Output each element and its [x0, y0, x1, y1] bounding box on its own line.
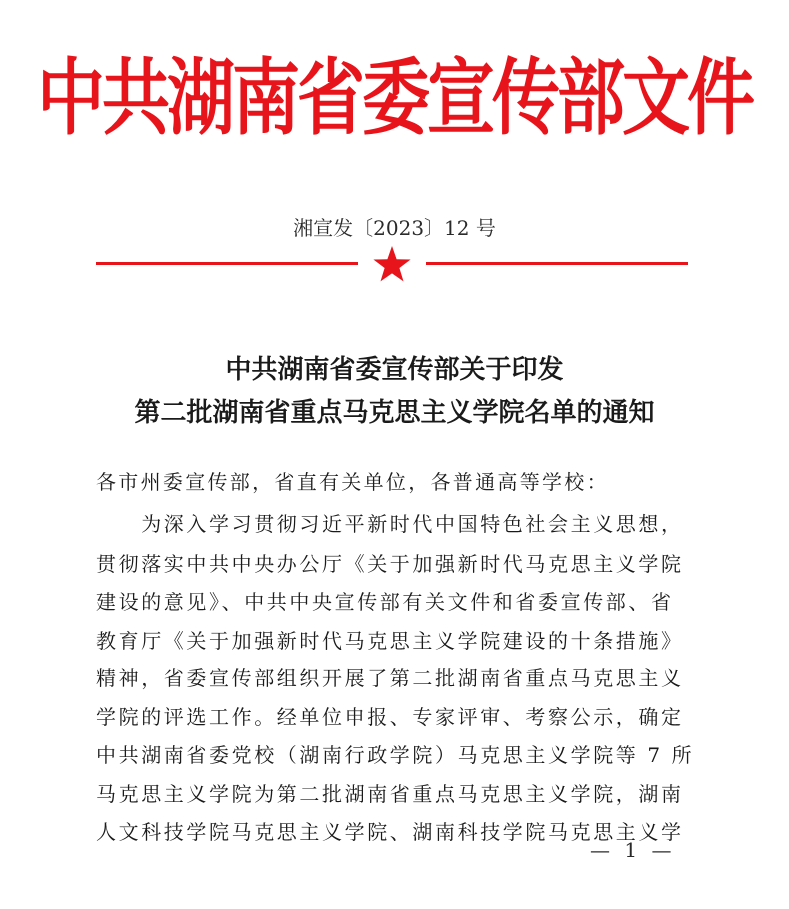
- red-divider-right: [426, 262, 688, 265]
- body-line-7: 中共湖南省委党校（湖南行政学院）马克思主义学院等 7 所: [96, 743, 695, 767]
- body-line-9: 人文科技学院马克思主义学院、湖南科技学院马克思主义学: [96, 820, 684, 844]
- notice-title-line-1: 中共湖南省委宣传部关于印发: [225, 355, 564, 385]
- notice-title-line-2: 第二批湖南省重点马克思主义学院名单的通知: [134, 398, 655, 428]
- body-line-5: 精神，省委宣传部组织开展了第二批湖南省重点马克思主义: [96, 666, 684, 690]
- body-line-2: 贯彻落实中共中央办公厅《关于加强新时代马克思主义学院: [96, 552, 684, 576]
- body-line-3: 建设的意见》、中共中央宣传部有关文件和省委宣传部、省: [96, 590, 674, 614]
- body-line-1: 为深入学习贯彻习近平新时代中国特色社会主义思想，: [96, 512, 684, 536]
- page-number: — 1 —: [590, 838, 676, 862]
- star-icon: [372, 245, 412, 283]
- body-line-8: 马克思主义学院为第二批湖南省重点马克思主义学院，湖南: [96, 782, 684, 806]
- document-number: 湘宣发〔2023〕12 号: [293, 216, 496, 240]
- masthead-title: 中共湖南省委宣传部文件: [36, 50, 752, 148]
- body-line-4: 教育厅《关于加强新时代马克思主义学院建设的十条措施》: [96, 629, 684, 653]
- red-divider-left: [96, 262, 358, 265]
- body-line-6: 学院的评选工作。经单位申报、专家评审、考察公示，确定: [96, 705, 684, 729]
- salutation: 各市州委宣传部，省直有关单位，各普通高等学校：: [96, 470, 609, 494]
